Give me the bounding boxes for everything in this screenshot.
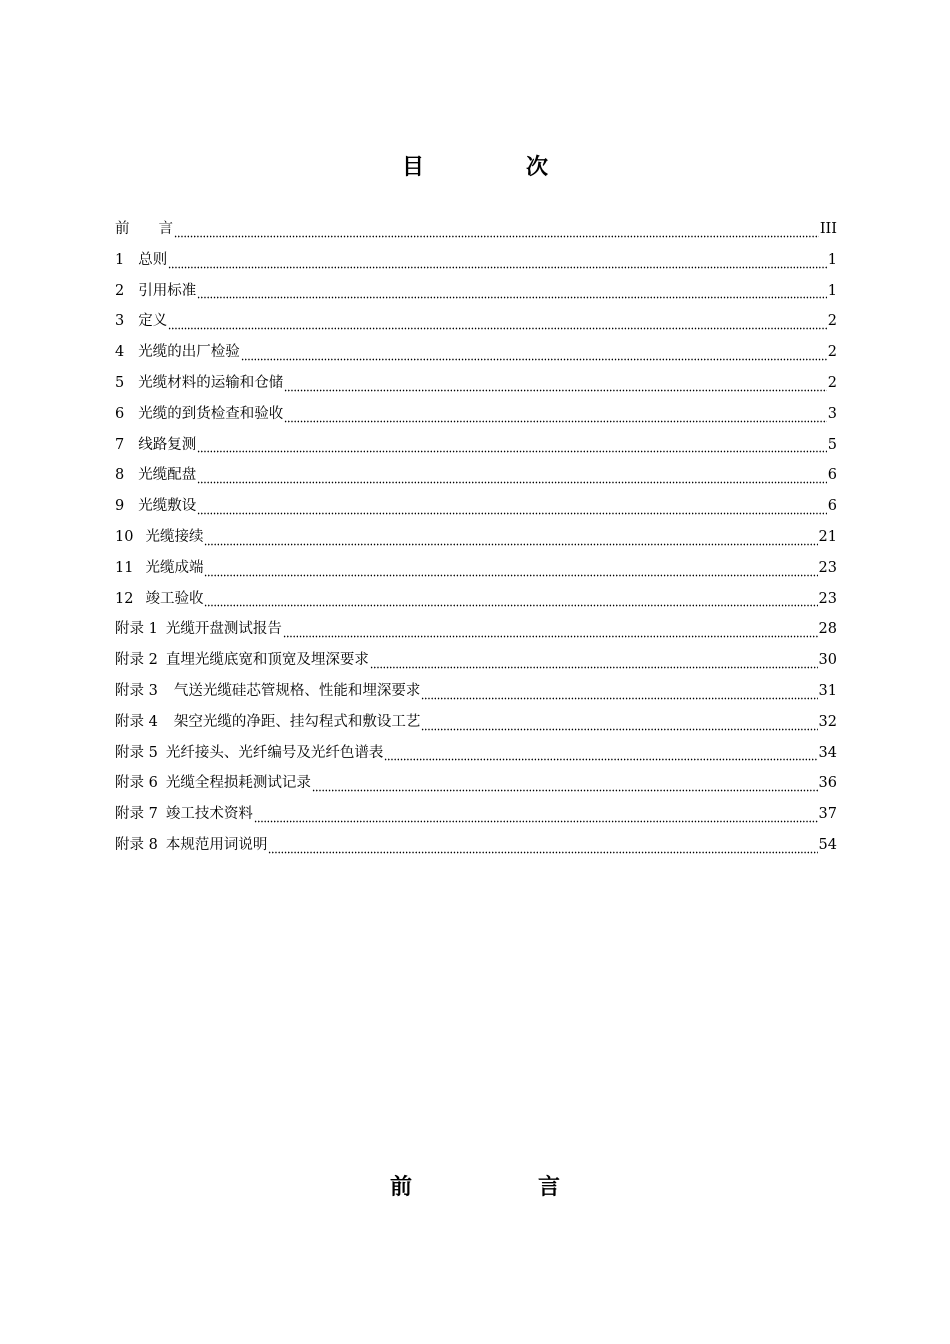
dot-leader — [204, 530, 817, 546]
dot-leader — [421, 684, 817, 700]
dot-leader — [197, 499, 827, 515]
toc-entry-page: 30 — [818, 652, 837, 669]
toc-entry-page: 28 — [818, 621, 837, 638]
toc-entry-number: 1 — [115, 251, 125, 268]
toc-entry-label: 气送光缆硅芯管规格、性能和埋深要求 — [173, 682, 421, 699]
toc-entry-label: 本规范用词说明 — [165, 836, 268, 853]
toc-entry-10[interactable] — [115, 522, 837, 553]
toc-entry-label: 引用标准 — [138, 282, 197, 299]
dot-leader — [312, 776, 818, 792]
toc-entry-label: 光缆配盘 — [138, 467, 197, 484]
toc-entry-page: 3 — [827, 405, 837, 422]
dot-leader — [241, 345, 827, 361]
toc-entry-number: 附录 1 — [115, 621, 158, 638]
preface-heading: 前 言 — [389, 1174, 612, 1200]
toc-entry-label: 光缆的到货检查和验收 — [138, 405, 284, 422]
dot-leader — [197, 437, 827, 453]
toc-entry-3[interactable] — [115, 306, 837, 337]
table-of-contents — [115, 214, 837, 861]
dot-leader — [284, 407, 827, 423]
toc-entry-number: 2 — [115, 282, 125, 299]
toc-entry-number: 附录 6 — [115, 775, 158, 792]
dot-leader — [268, 838, 817, 854]
toc-entry-label: 光缆全程损耗测试记录 — [165, 775, 311, 792]
dot-leader — [197, 468, 827, 484]
toc-entry-appendix-7[interactable] — [115, 799, 837, 830]
toc-title: 目 次 — [401, 154, 588, 180]
toc-entry-label: 光缆材料的运输和仓储 — [138, 374, 284, 391]
toc-entry-6[interactable] — [115, 399, 837, 430]
dot-leader — [283, 622, 818, 638]
toc-entry-page: 32 — [818, 713, 837, 730]
toc-entry-page: 1 — [827, 282, 837, 299]
dot-leader — [384, 745, 817, 761]
toc-entry-page: 6 — [827, 467, 837, 484]
toc-entry-label: 直埋光缆底宽和顶宽及埋深要求 — [165, 652, 369, 669]
dot-leader — [204, 591, 817, 607]
toc-entry-number: 11 — [115, 559, 134, 576]
toc-entry-appendix-2[interactable] — [115, 645, 837, 676]
toc-entry-label: 光缆接续 — [145, 528, 204, 545]
toc-entry-number: 附录 5 — [115, 744, 158, 761]
dot-leader — [197, 283, 827, 299]
toc-entry-number: 附录 7 — [115, 806, 158, 823]
dot-leader — [204, 561, 817, 577]
toc-entry-label: 光缆敷设 — [138, 498, 197, 515]
dot-leader — [168, 314, 827, 330]
toc-entry-appendix-5[interactable] — [115, 738, 837, 769]
toc-entry-label: 竣工验收 — [145, 590, 204, 607]
toc-entry-page: 2 — [827, 313, 837, 330]
toc-entry-12[interactable] — [115, 584, 837, 615]
toc-entry-page: 23 — [818, 590, 837, 607]
toc-entry-appendix-3[interactable] — [115, 676, 837, 707]
toc-entry-page: 37 — [818, 806, 837, 823]
toc-entry-appendix-6[interactable] — [115, 768, 837, 799]
toc-entry-page: 54 — [818, 836, 837, 853]
toc-entry-8[interactable] — [115, 460, 837, 491]
toc-entry-page: 34 — [818, 744, 837, 761]
toc-entry-page: 6 — [827, 498, 837, 515]
toc-entry-number: 12 — [115, 590, 134, 607]
toc-entry-label: 定义 — [138, 313, 168, 330]
toc-entry-label: 竣工技术资料 — [165, 806, 253, 823]
toc-entry-page: 23 — [818, 559, 837, 576]
toc-entry-label: 架空光缆的净距、挂勾程式和敷设工艺 — [173, 713, 421, 730]
toc-entry-page: 21 — [818, 528, 837, 545]
toc-entry-number: 附录 3 — [115, 682, 158, 699]
toc-entry-number: 5 — [115, 374, 125, 391]
toc-entry-2[interactable] — [115, 276, 837, 307]
toc-entry-5[interactable] — [115, 368, 837, 399]
dot-leader — [168, 253, 827, 269]
toc-entry-label: 前 言 — [115, 221, 173, 237]
toc-entry-page: III — [819, 221, 837, 237]
toc-entry-label: 线路复测 — [138, 436, 197, 453]
toc-entry-page: 5 — [827, 436, 837, 453]
toc-entry-label: 总则 — [138, 251, 168, 268]
toc-entry-9[interactable] — [115, 491, 837, 522]
toc-entry-4[interactable] — [115, 337, 837, 368]
toc-entry-number: 附录 8 — [115, 836, 158, 853]
dot-leader — [174, 222, 819, 238]
toc-entry-page: 2 — [827, 374, 837, 391]
toc-entry-number: 10 — [115, 528, 134, 545]
toc-entry-page: 1 — [827, 251, 837, 268]
toc-entry-number: 附录 2 — [115, 652, 158, 669]
toc-entry-appendix-4[interactable] — [115, 707, 837, 738]
toc-entry-11[interactable] — [115, 553, 837, 584]
toc-entry-appendix-1[interactable] — [115, 614, 837, 645]
toc-entry-page: 36 — [818, 775, 837, 792]
toc-entry-label: 光缆开盘测试报告 — [165, 621, 282, 638]
toc-entry-1[interactable] — [115, 245, 837, 276]
toc-entry-appendix-8[interactable] — [115, 830, 837, 861]
toc-entry-7[interactable] — [115, 430, 837, 461]
toc-entry-label: 光纤接头、光纤编号及光纤色谱表 — [165, 744, 384, 761]
toc-entry-label: 光缆成端 — [145, 559, 204, 576]
toc-entry-page: 31 — [818, 682, 837, 699]
toc-entry-page: 2 — [827, 344, 837, 361]
toc-entry-number: 附录 4 — [115, 713, 158, 730]
toc-entry-number: 7 — [115, 436, 125, 453]
toc-entry-number: 3 — [115, 313, 125, 330]
toc-entry-label: 光缆的出厂检验 — [138, 344, 240, 361]
toc-entry-number: 8 — [115, 467, 125, 484]
dot-leader — [254, 807, 818, 823]
dot-leader — [284, 376, 827, 392]
dot-leader — [370, 653, 818, 669]
toc-entry-preface[interactable] — [115, 214, 837, 245]
toc-entry-number: 6 — [115, 405, 125, 422]
toc-entry-number: 9 — [115, 498, 125, 515]
dot-leader — [421, 715, 817, 731]
toc-entry-number: 4 — [115, 344, 125, 361]
